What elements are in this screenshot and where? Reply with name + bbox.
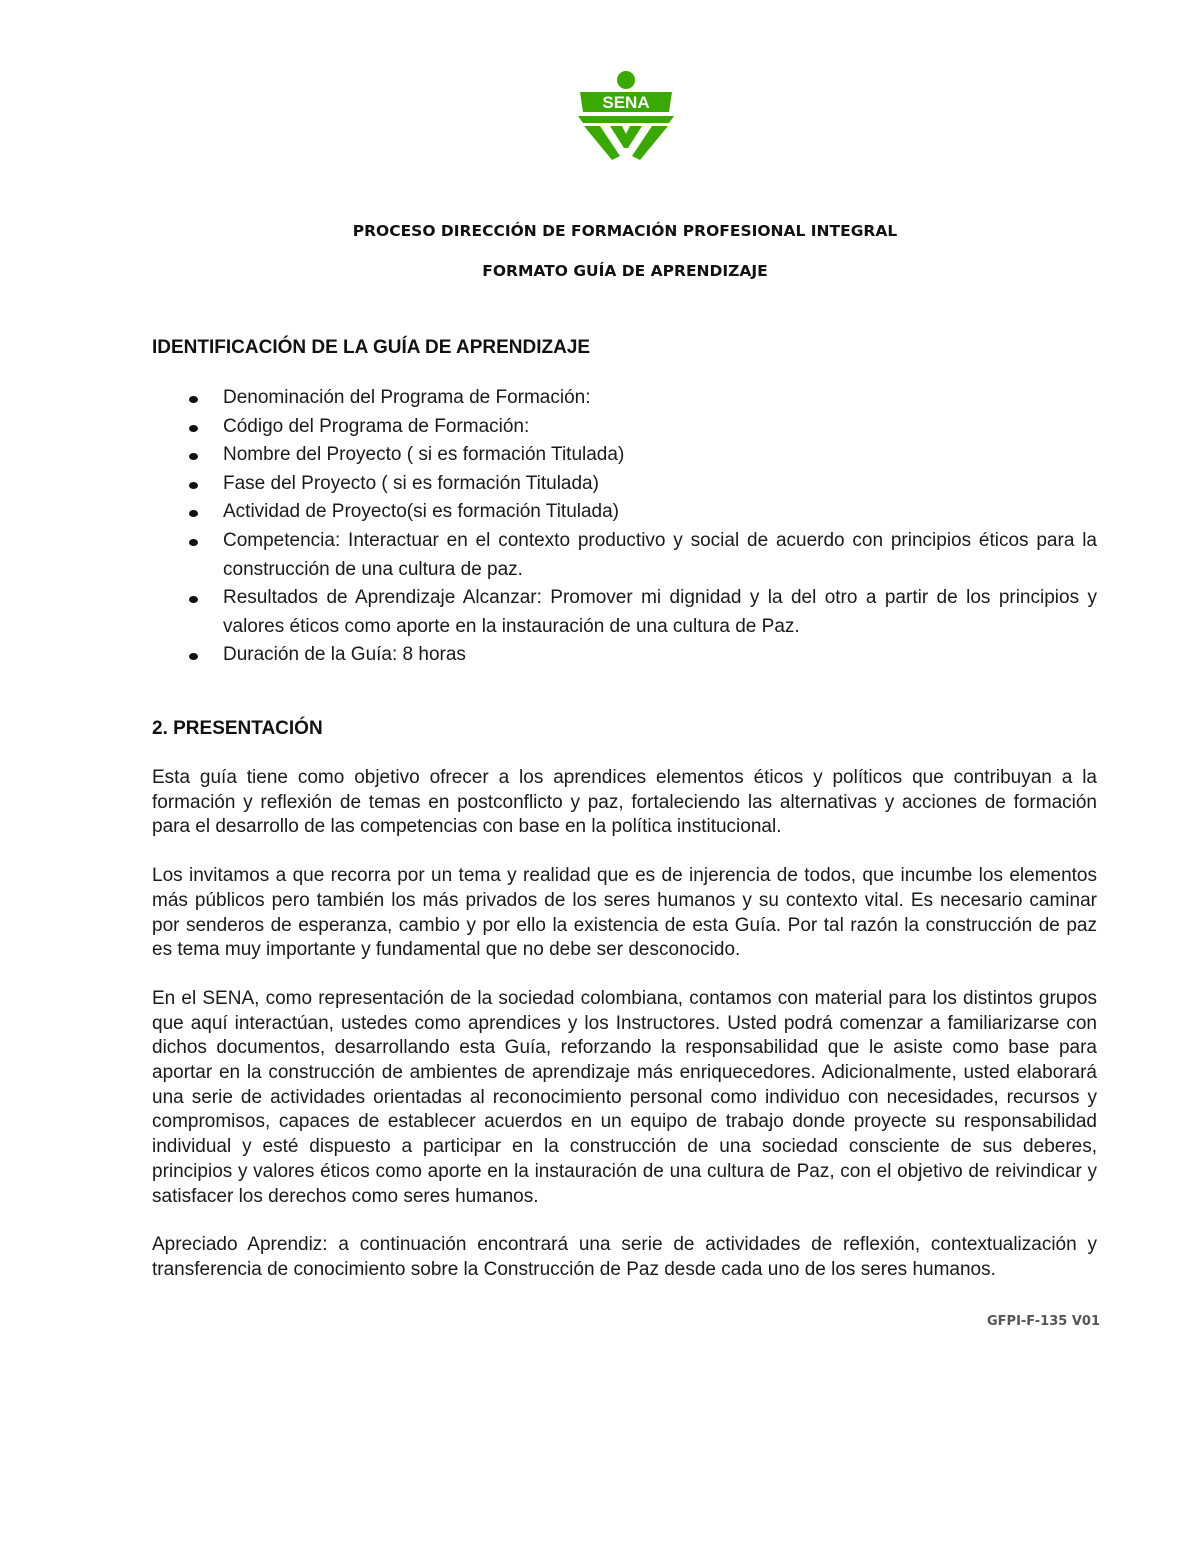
- format-title: FORMATO GUÍA DE APRENDIZAJE: [482, 262, 768, 280]
- bullet-icon: [189, 396, 198, 403]
- bullet-icon: [189, 453, 198, 460]
- section-identificacion-title: IDENTIFICACIÓN DE LA GUÍA DE APRENDIZAJE: [152, 337, 591, 358]
- bullet-icon: [189, 539, 198, 546]
- bullet-icon: [189, 653, 198, 660]
- bullet-icon: [189, 425, 198, 432]
- list-item: Competencia: Interactuar en el contexto productivo y social de acuerdo con principios éticos para la construcción de una cultura de paz.: [152, 527, 1097, 584]
- sena-logo-text: SENA: [602, 93, 650, 112]
- bullet-icon: [189, 596, 198, 603]
- list-item: Denominación del Programa de Formación:: [152, 384, 1097, 413]
- process-title: PROCESO DIRECCIÓN DE FORMACIÓN PROFESIONAL INTEGRAL: [352, 222, 898, 240]
- paragraph: Apreciado Aprendiz: a continuación encontrará una serie de actividades de reflexión, contextualización y transferencia de conocimiento sobre la Construcción de Paz desde cada uno de los seres humanos.: [152, 1234, 1097, 1280]
- sena-logo: [576, 70, 676, 162]
- document-code: GFPI-F-135 V01: [987, 1314, 1101, 1329]
- paragraph: Esta guía tiene como objetivo ofrecer a los aprendices elementos éticos y políticos que contribuyan a la formación y reflexión de temas en postconflicto y paz, fortaleciendo las alternativas y acciones de formación para el desarrollo de las competencias con base en la política institucional.: [152, 767, 1097, 838]
- presentation-body: [152, 766, 1097, 1307]
- paragraph: Los invitamos a que recorra por un tema y realidad que es de injerencia de todos, que incumbe los elementos más públicos pero también los más privados de los seres humanos y su contexto vital. Es necesario caminar por senderos de esperanza, cambio y por ello la existencia de esta Guía. Por tal razón la construcción de paz es tema muy importante y fundamental que no debe ser desconocido.: [152, 865, 1097, 961]
- paragraph: En el SENA, como representación de la sociedad colombiana, contamos con material para los distintos grupos que aquí interactúan, ustedes como aprendices y los Instructores. Usted podrá comenzar a familiarizarse con dichos documentos, desarrollando esta Guía, reforzando la responsabilidad que le asiste como base para aportar en la construcción de ambientes de aprendizaje más enriquecedores. Adicionalmente, usted elaborará una serie de actividades orientadas al reconocimiento personal como individuo con necesidades, recursos y compromisos, capaces de establecer acuerdos en un equipo de trabajo donde proyecte su responsabilidad individual y esté dispuesto a participar en la construcción de una sociedad consciente de sus deberes, principios y valores éticos como aporte en la instauración de una cultura de Paz, con el objetivo de reivindicar y satisfacer los derechos como seres humanos.: [152, 987, 1097, 1207]
- list-item: Código del Programa de Formación:: [152, 413, 1097, 442]
- list-item: Resultados de Aprendizaje Alcanzar: Promover mi dignidad y la del otro a partir de los principios y valores éticos como aporte en la instauración de una cultura de Paz.: [152, 584, 1097, 641]
- list-item: Fase del Proyecto ( si es formación Titulada): [152, 470, 1097, 499]
- identification-list: [152, 384, 1097, 670]
- bullet-icon: [189, 510, 198, 517]
- list-item: Duración de la Guía: 8 horas: [152, 641, 1097, 670]
- list-item: Actividad de Proyecto(si es formación Titulada): [152, 498, 1097, 527]
- bullet-icon: [189, 482, 198, 489]
- list-item: Nombre del Proyecto ( si es formación Titulada): [152, 441, 1097, 470]
- section-presentacion-title: 2. PRESENTACIÓN: [152, 718, 323, 739]
